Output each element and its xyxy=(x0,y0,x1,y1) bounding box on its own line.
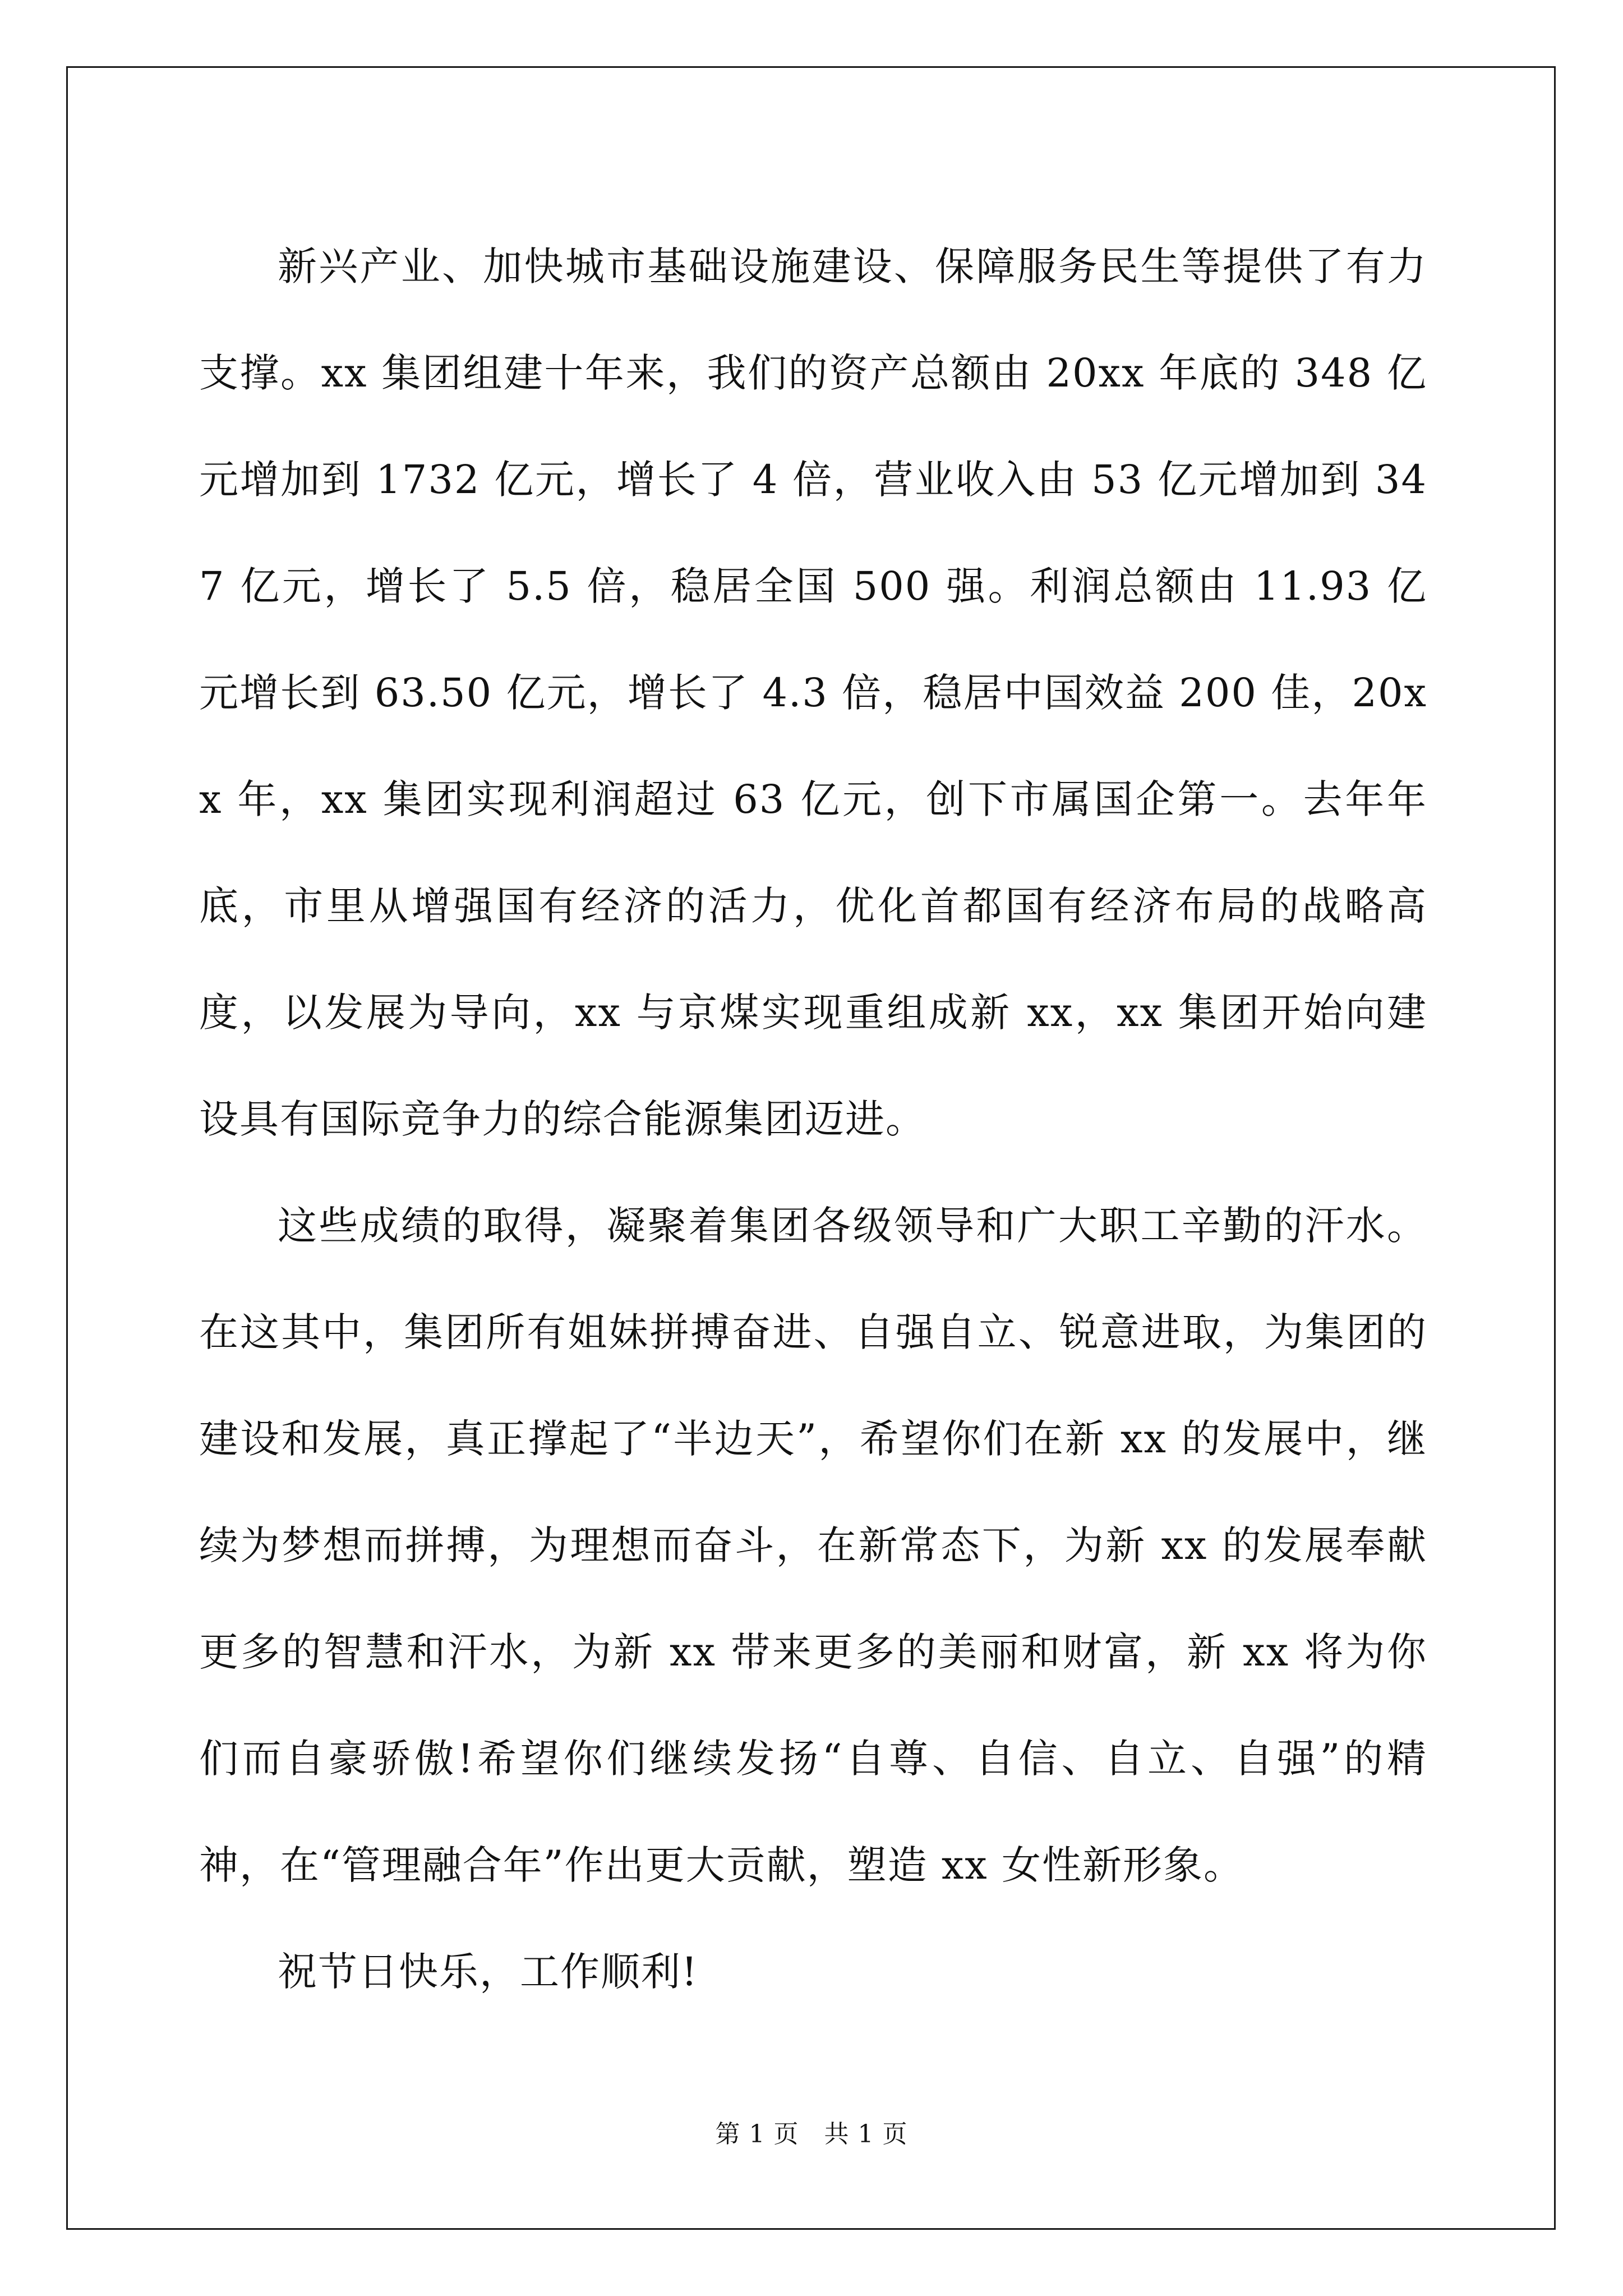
page-footer: 第 1 页 共 1 页 xyxy=(715,2120,908,2148)
paragraph-3: 祝节日快乐，工作顺利! xyxy=(278,1949,699,1995)
paragraph-1: 新兴产业、加快城市基础设施建设、保障服务民生等提供了有力支撑。xx 集团组建十年来，我们的资产总额由 20xx 年底的 348 亿元增加到 1732 亿元，增长了 4 倍，营业收入由 53 亿元增加到 347 亿元，增长了 5.5 倍，稳居全国 500 强。利润总额由 11.93 亿元增长到 63.50 亿元，增长了 4.3 倍，稳居中国效益 200 佳，20xx 年，xx 集团实现利润超过 63 亿元，创下市属国企第一。去年年底，市里从增强国有经济的活力，优化首都国有经济布局的战略高度，以发展为导向，xx 与京煤实现重组成新 xx，xx 集团开始向建设具有国际竞争力的综合能源集团迈进。 xyxy=(199,243,1427,1142)
paragraph-2: 这些成绩的取得，凝聚着集团各级领导和广大职工辛勤的汗水。在这其中，集团所有姐妹拼搏奋进、自强自立、锐意进取，为集团的建设和发展，真正撑起了“半边天”，希望你们在新 xx 的发展中，继续为梦想而拼搏，为理想而奋斗，在新常态下，为新 xx 的发展奉献更多的智慧和汗水，为新 xx 带来更多的美丽和财富，新 xx 将为你们而自豪骄傲!希望你们继续发扬“自尊、自信、自立、自强”的精神，在“管理融合年”作出更大贡献，塑造 xx 女性新形象。 xyxy=(199,1203,1427,1888)
document-body xyxy=(199,213,1427,2025)
